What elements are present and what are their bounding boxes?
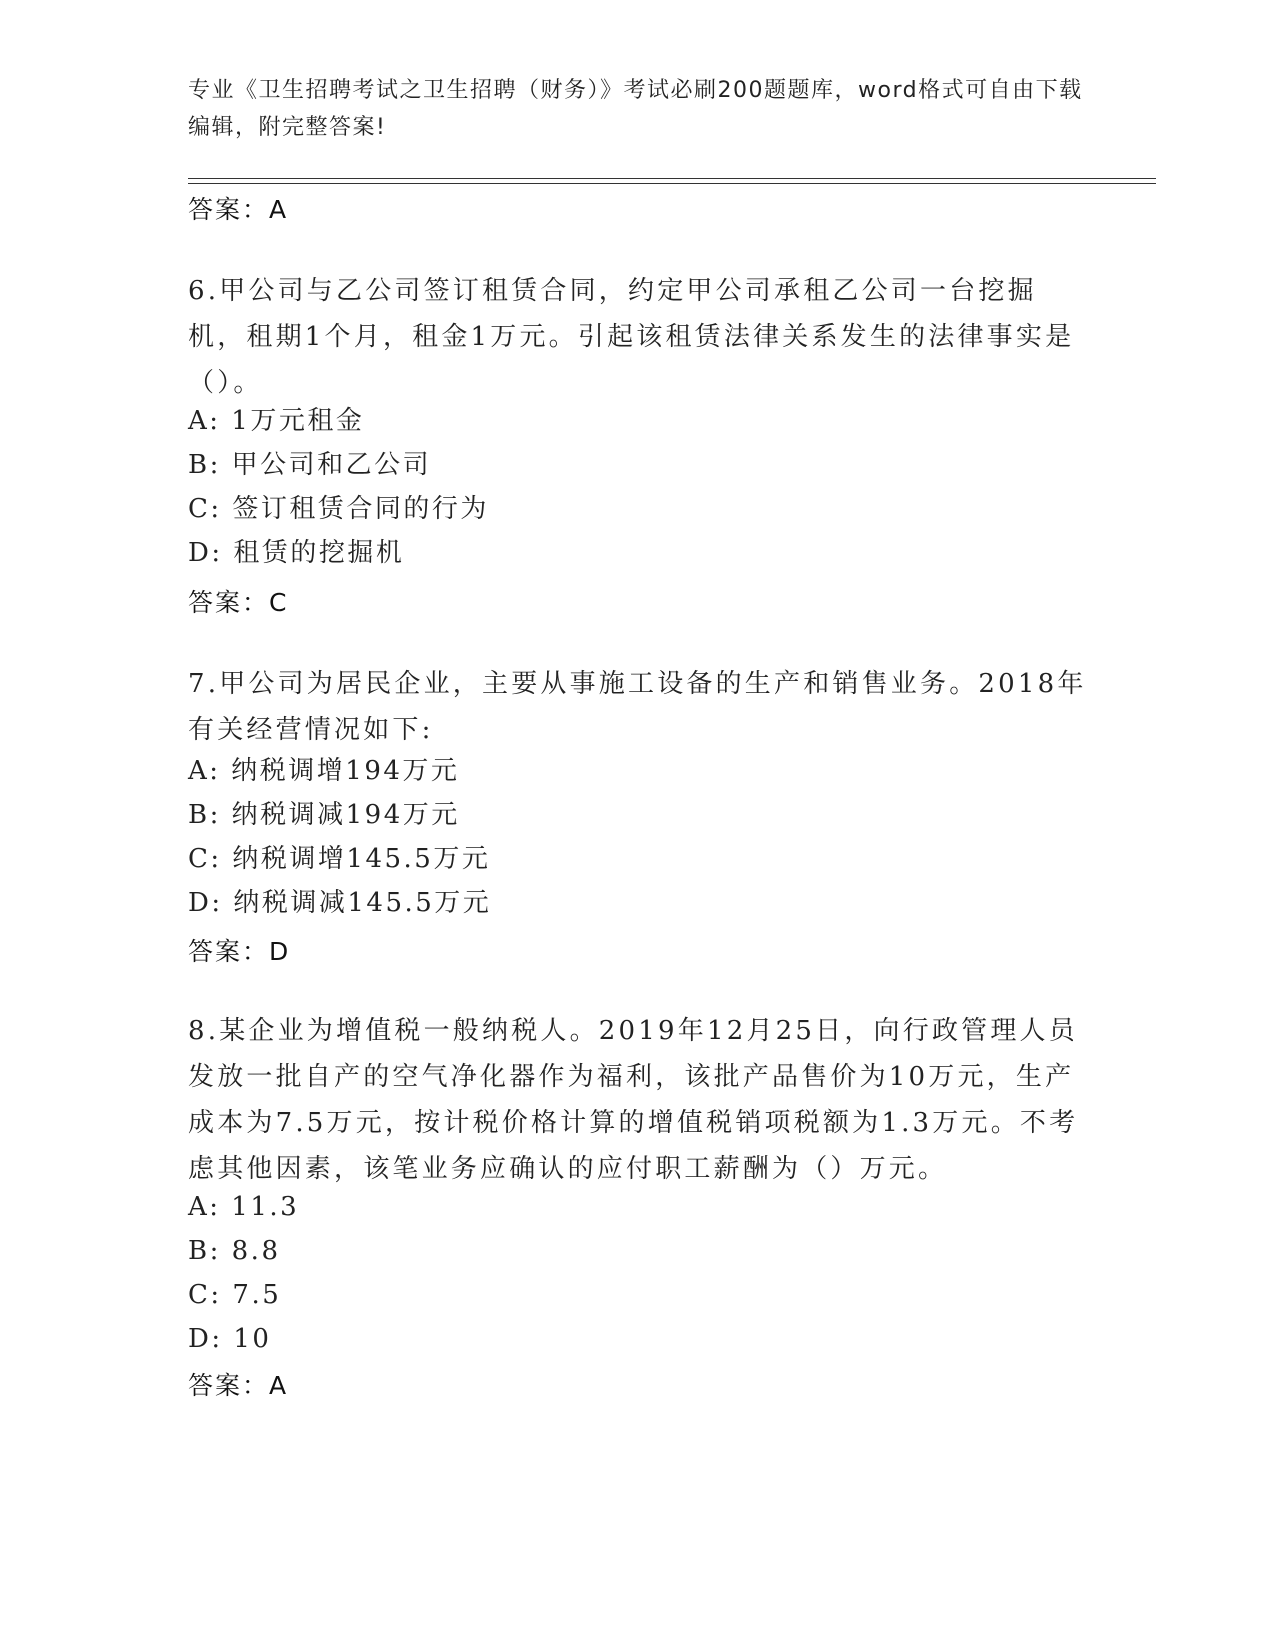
document-header: 专业《卫生招聘考试之卫生招聘（财务）》考试必刷200题题库，word格式可自由下载编辑，附完整答案! bbox=[188, 78, 1083, 140]
answer-prev: 答案：A bbox=[188, 195, 289, 224]
question-7-answer: 答案：D bbox=[188, 937, 291, 966]
question-6-stem: 6.甲公司与乙公司签订租赁合同，约定甲公司承租乙公司一台挖掘机，租期1个月，租金1万元。引起该租赁法律关系发生的法律事实是（）。 bbox=[188, 276, 1075, 398]
header-rule-bottom bbox=[188, 183, 1156, 184]
question-8-option-c: C: 7.5 bbox=[188, 1280, 282, 1310]
header-rule-top bbox=[188, 178, 1156, 179]
question-7-option-a: A: 纳税调增194万元 bbox=[188, 756, 460, 786]
question-6-option-c: C: 签订租赁合同的行为 bbox=[188, 494, 489, 524]
question-7-stem: 7.甲公司为居民企业，主要从事施工设备的生产和销售业务。2018年有关经营情况如下: bbox=[188, 669, 1087, 745]
question-8-answer: 答案：A bbox=[188, 1371, 289, 1400]
question-6-option-b: B: 甲公司和乙公司 bbox=[188, 450, 432, 480]
question-6-option-d: D: 租赁的挖掘机 bbox=[188, 538, 405, 568]
question-8-option-a: A: 11.3 bbox=[188, 1192, 300, 1222]
question-8-stem: 8.某企业为增值税一般纳税人。2019年12月25日，向行政管理人员发放一批自产的空气净化器作为福利，该批产品售价为10万元，生产成本为7.5万元，按计税价格计算的增值税销项税额为1.3万元。不考虑其他因素，该笔业务应确认的应付职工薪酬为（）万元。 bbox=[188, 1016, 1079, 1184]
question-6-option-a: A: 1万元租金 bbox=[188, 406, 365, 436]
question-6-answer: 答案：C bbox=[188, 588, 289, 617]
question-7-option-d: D: 纳税调减145.5万元 bbox=[188, 888, 492, 918]
question-7-option-c: C: 纳税调增145.5万元 bbox=[188, 844, 491, 874]
question-8-option-b: B: 8.8 bbox=[188, 1236, 281, 1266]
question-8-option-d: D: 10 bbox=[188, 1324, 272, 1354]
question-7-option-b: B: 纳税调减194万元 bbox=[188, 800, 460, 830]
